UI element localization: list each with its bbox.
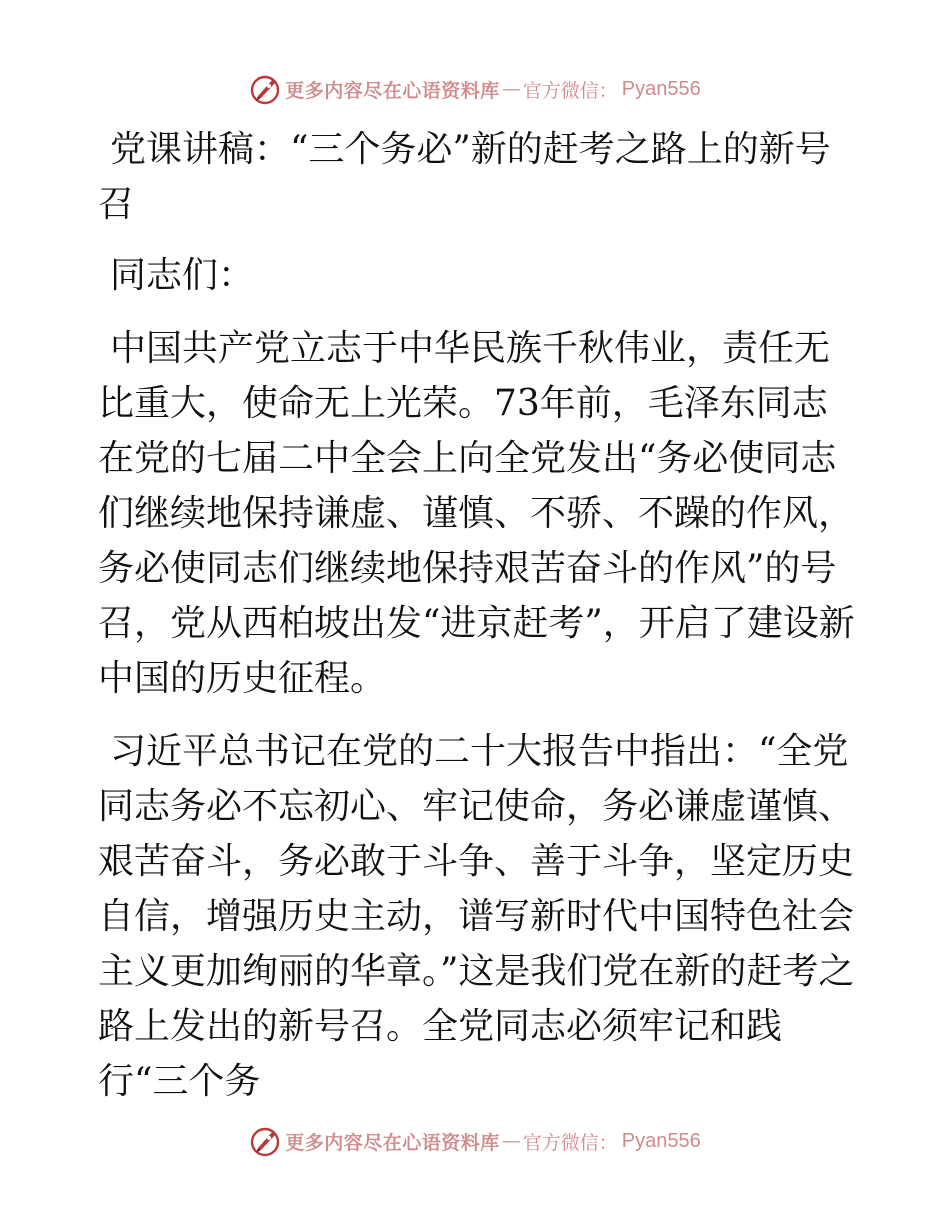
- wechat-id: Pyan556: [621, 77, 701, 100]
- salutation: 同志们：: [110, 255, 255, 296]
- wechat-label: 官方微信：: [522, 79, 618, 102]
- quill-logo-icon: [249, 1124, 283, 1158]
- header-banner: [0, 72, 950, 106]
- banner-separator: —: [501, 78, 521, 100]
- document-body: [98, 122, 858, 1127]
- wechat-label: 官方微信：: [522, 1131, 618, 1154]
- banner-separator: —: [501, 1130, 521, 1152]
- footer-banner: [0, 1124, 950, 1158]
- quill-logo-icon: [249, 72, 283, 106]
- paragraph-2: 习近平总书记在党的二十大报告中指出：“全党同志务必不忘初心、牢记使命，务必谦虚谨慎、艰苦奋斗，务必敢于斗争、善于斗争，坚定历史自信，增强历史主动，谱写新时代中国特色社会主义更加绚丽的华章。”这是我们党在新的赶考之路上发出的新号召。全党同志必须牢记和践行“三个务: [98, 731, 855, 1102]
- paragraph-1: 中国共产党立志于中华民族千秋伟业，责任无比重大，使命无上光荣。73年前，毛泽东同志在党的七届二中全会上向全党发出“务必使同志们继续地保持谦虚、谨慎、不骄、不躁的作风，务必使同志们继续地保持艰苦奋斗的作风”的号召，党从西柏坡出发“进京赶考”，开启了建设新中国的历史征程。: [98, 328, 855, 699]
- banner-text: 更多内容尽在心语资料库: [285, 1131, 500, 1154]
- wechat-id: Pyan556: [621, 1129, 701, 1152]
- document-title: 党课讲稿：“三个务必”新的赶考之路上的新号召: [98, 129, 831, 225]
- banner-text: 更多内容尽在心语资料库: [285, 79, 500, 102]
